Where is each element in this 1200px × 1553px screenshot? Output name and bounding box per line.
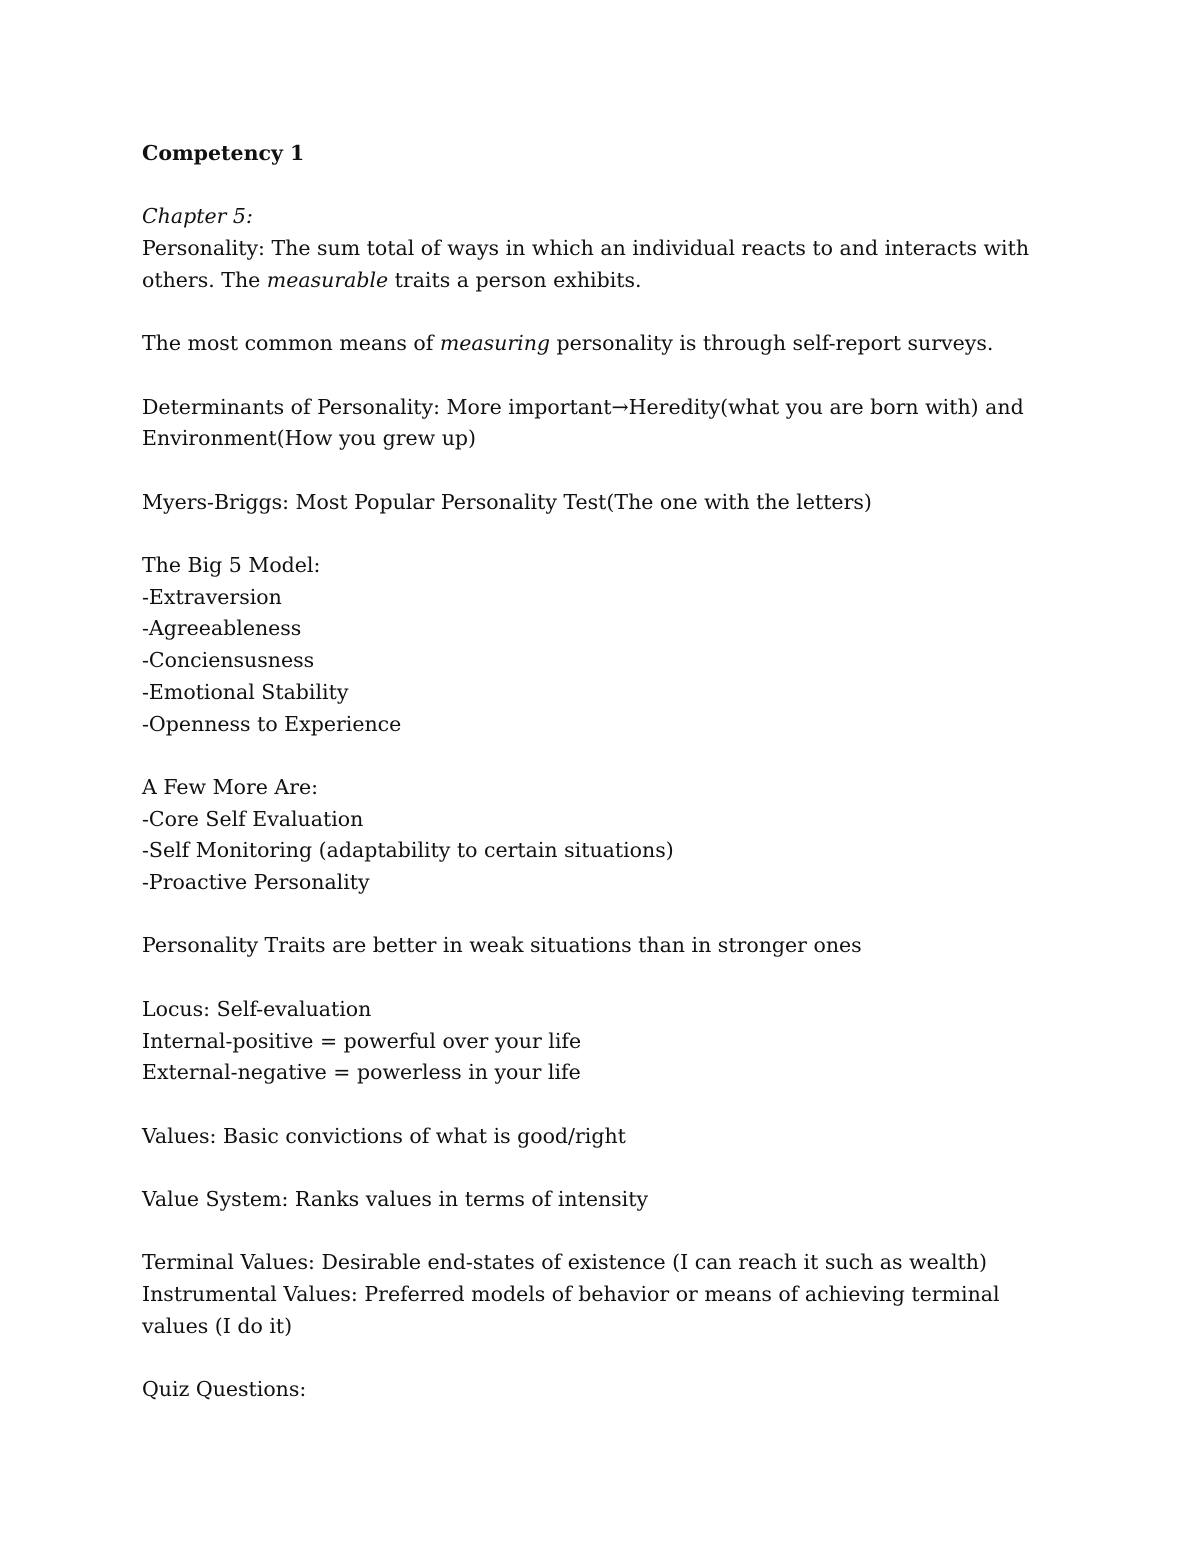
spacer [142, 518, 1072, 550]
list-item: -Self Monitoring (adaptability to certain situations) [142, 838, 674, 863]
chapter-heading: Chapter 5: [142, 204, 253, 229]
spacer [142, 899, 1072, 931]
measuring-note: The most common means of measuring personality is through self-report surveys. [142, 331, 994, 356]
list-item: -Openness to Experience [142, 711, 402, 736]
traits-note: Personality Traits are better in weak situations than in stronger ones [142, 933, 862, 958]
list-item: -Agreeableness [142, 616, 302, 641]
spacer [142, 297, 1072, 329]
spacer [142, 360, 1072, 392]
values-note: Values: Basic convictions of what is good/right [142, 1123, 626, 1148]
list-item: -Extraversion [142, 584, 282, 609]
locus-internal: Internal-positive = powerful over your life [142, 1028, 582, 1053]
locus-heading: Locus: Self-evaluation [142, 996, 372, 1021]
instrumental-values-note: Instrumental Values: Preferred models of behavior or means of achieving terminal values (I do it) [142, 1282, 1000, 1338]
personality-definition: Personality: The sum total of ways in which an individual reacts to and interacts with others. The measurable traits a person exhibits. [142, 236, 1030, 292]
spacer [142, 1089, 1072, 1121]
list-item: -Emotional Stability [142, 679, 349, 704]
locus-external: External-negative = powerless in your life [142, 1060, 581, 1085]
emphasis-measurable: measurable [266, 267, 389, 292]
document-title: Competency 1 [142, 141, 305, 165]
document-page [142, 138, 1072, 1406]
list-item: -Core Self Evaluation [142, 806, 364, 831]
emphasis-measuring: measuring [439, 331, 551, 356]
spacer [142, 962, 1072, 994]
spacer [142, 170, 1072, 202]
big5-heading: The Big 5 Model: [142, 553, 321, 578]
list-item: -Conciensusness [142, 648, 315, 673]
determinants-note: Determinants of Personality: More important→Heredity(what you are born with) and Environment(How you grew up) [142, 394, 1024, 451]
spacer [142, 1216, 1072, 1248]
spacer [142, 1152, 1072, 1184]
few-more-heading: A Few More Are: [142, 774, 319, 799]
myers-briggs-note: Myers-Briggs: Most Popular Personality Test(The one with the letters) [142, 489, 872, 514]
terminal-values-note: Terminal Values: Desirable end-states of existence (I can reach it such as wealth) [142, 1250, 987, 1275]
spacer [142, 740, 1072, 772]
list-item: -Proactive Personality [142, 870, 370, 895]
spacer [142, 455, 1072, 487]
quiz-heading: Quiz Questions: [142, 1377, 307, 1402]
value-system-note: Value System: Ranks values in terms of intensity [142, 1187, 649, 1212]
spacer [142, 1343, 1072, 1375]
